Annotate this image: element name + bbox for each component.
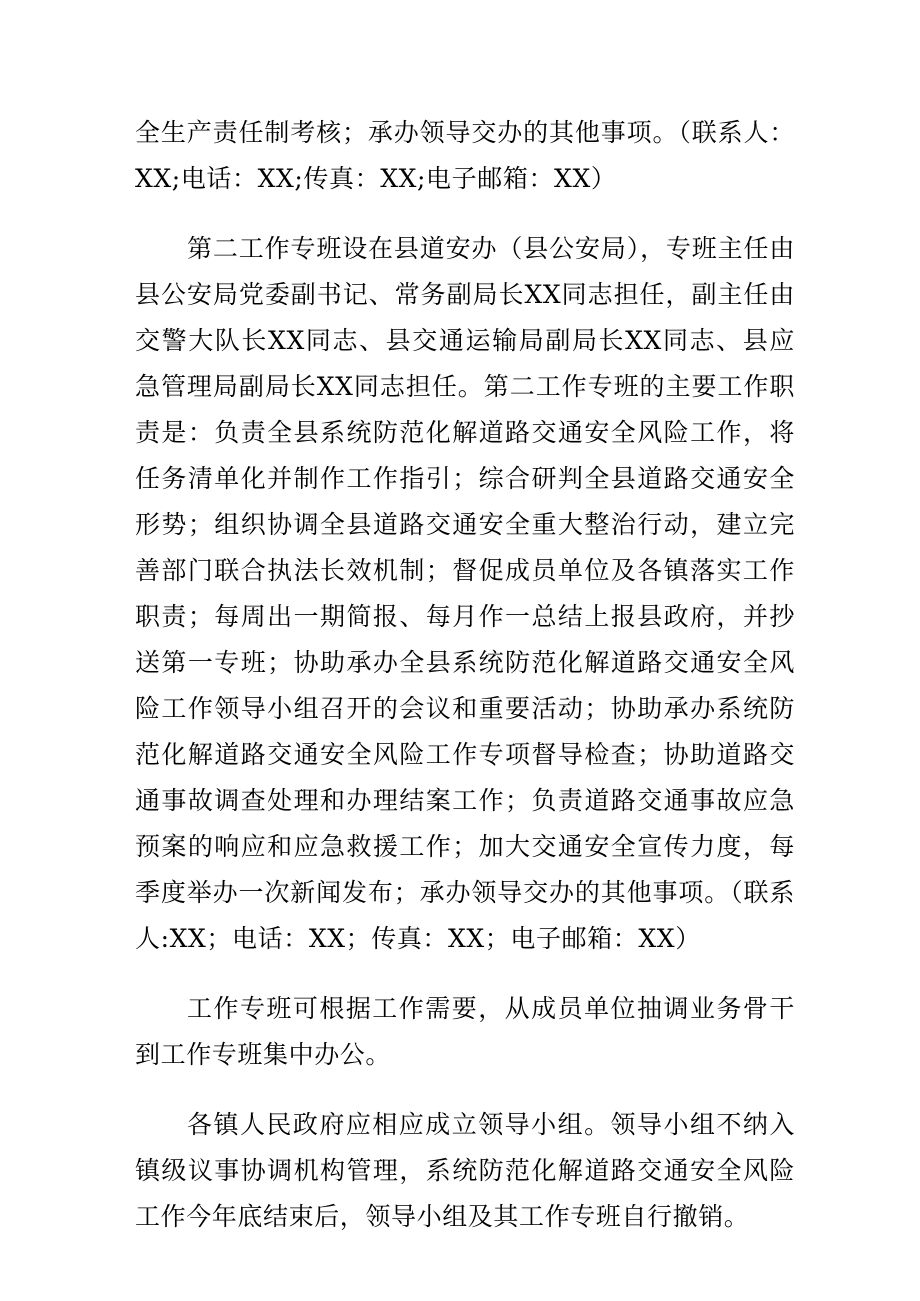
paragraph-second-task-force: 第二工作专班设在县道安办（县公安局），专班主任由县公安局党委副书记、常务副局长XX同志担任，副主任由交警大队长XX同志、县交通运输局副局长XX同志、县应急管理局副局长XX同志担任。第二工作专班的主要工作职责是：负责全县系统防范化解道路交通安全风险工作，将任务清单化并制作工作指引；综合研判全县道路交通安全形势；组织协调全县道路交通安全重大整治行动，建立完善部门联合执法长效机制；督促成员单位及各镇落实工作职责；每周出一期简报、每月作一总结上报县政府，并抄送第一专班；协助承办全县系统防范化解道路交通安全风险工作领导小组召开的会议和重要活动；协助承办系统防范化解道路交通安全风险工作专项督导检查；协助道路交通事故调查处理和办理结案工作；负责道路交通事故应急预案的响应和应急救援工作；加大交通安全宣传力度，每季度举办一次新闻发布；承办领导交办的其他事项。（联系人:XX；电话：XX；传真：XX；电子邮箱：XX） [135, 234, 795, 953]
paragraph-staff-secondment: 工作专班可根据工作需要，从成员单位抽调业务骨干到工作专班集中办公。 [135, 994, 795, 1069]
paragraph-continued-contacts: 全生产责任制考核；承办领导交办的其他事项。（联系人：XX;电话：XX;传真：XX;电子邮箱：XX） [135, 118, 795, 193]
paragraph-town-leading-groups: 各镇人民政府应相应成立领导小组。领导小组不纳入镇级议事协调机构管理，系统防范化解道路交通安全风险工作今年底结束后，领导小组及其工作专班自行撤销。 [135, 1110, 795, 1231]
document-body [135, 110, 795, 1264]
